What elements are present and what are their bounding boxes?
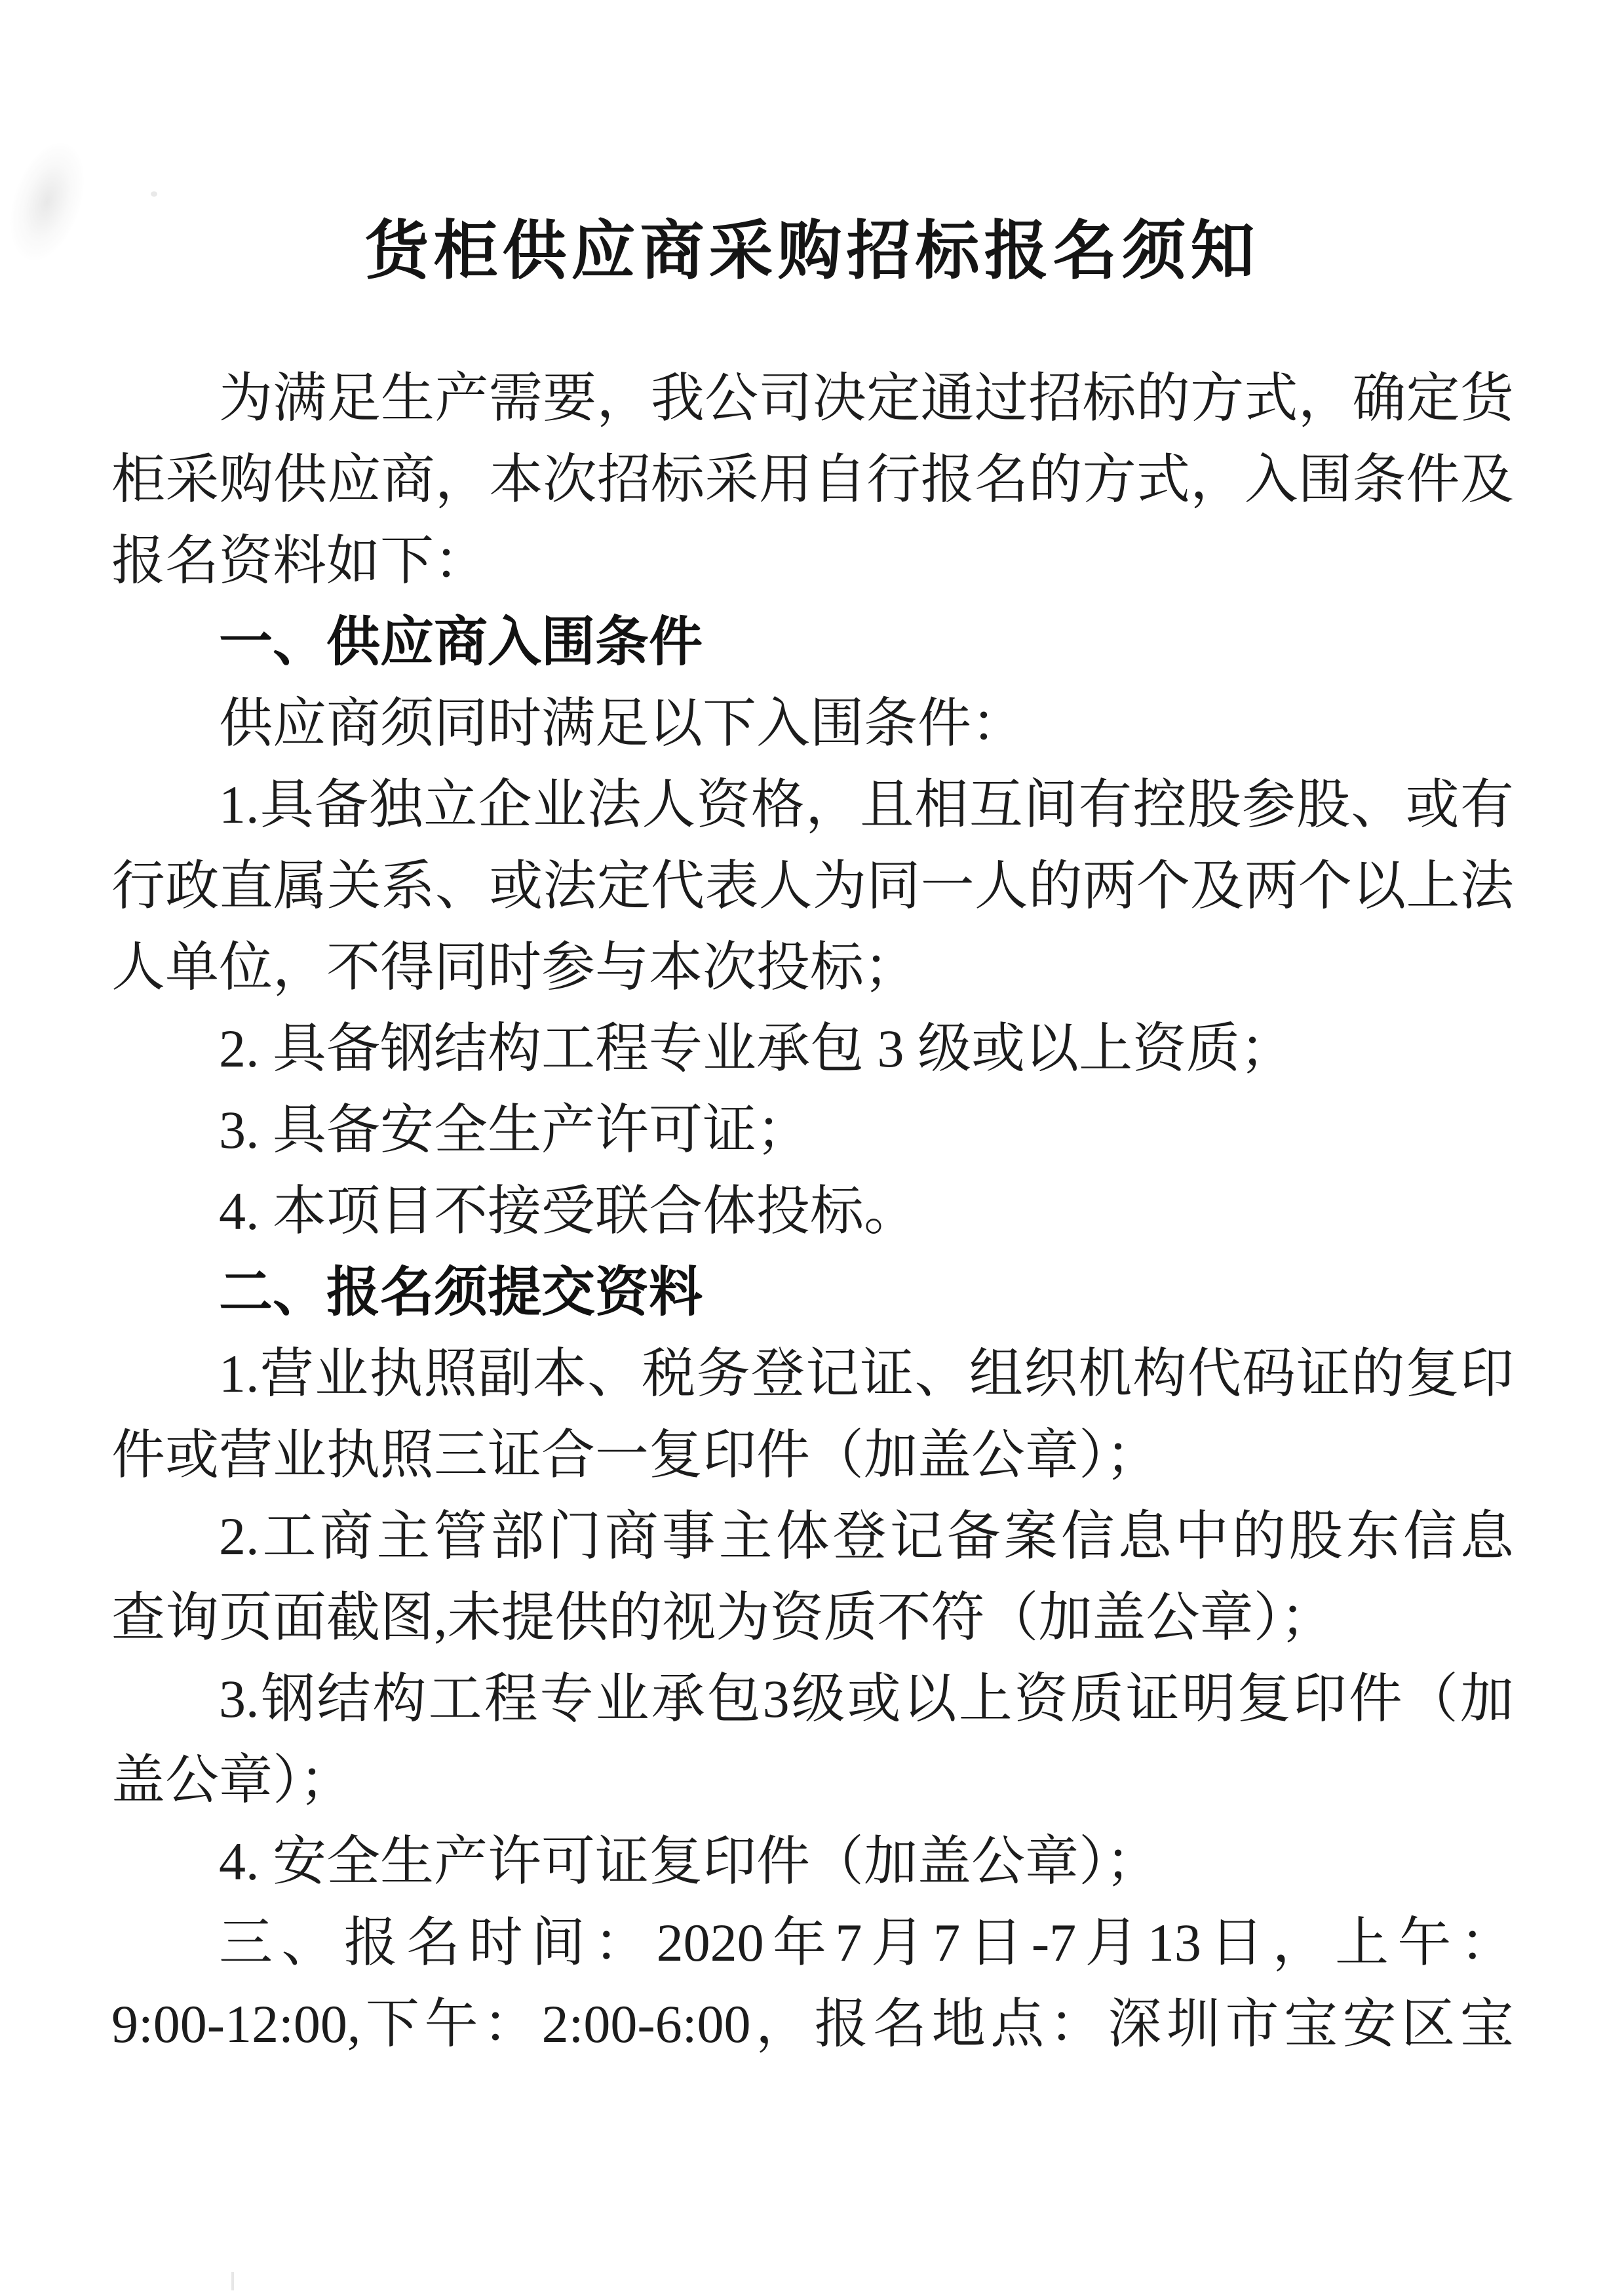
scan-speck-artifact xyxy=(151,191,157,197)
list-item-line: 件或营业执照三证合一复印件（加盖公章）； xyxy=(111,1425,1160,1485)
list-item-line: 1. 具 备 独 立 企 业 法 人 资 格 ， 且 相 互 间 有 控 股 参 股 、 或 有 xyxy=(219,775,1514,834)
list-item-line: 1. 营 业 执 照 副 本 、 税 务 登 记 证 、 组 织 机 构 代 码 证 的 复 印 xyxy=(219,1344,1514,1403)
paragraph-line: 9:00-12:00, 下 午 ： 2:00-6:00 ， 报 名 地 点 ： 深 圳 市 宝 安 区 宝 xyxy=(111,1994,1514,2054)
paragraph-line: 柜 采 购 供 应 商 ， 本 次 招 标 采 用 自 行 报 名 的 方 式 ， 入 围 条 件 及 xyxy=(111,450,1514,509)
list-item-line: 查询页面截图,未提供的视为资质不符（加盖公章）； xyxy=(111,1588,1334,1647)
list-item-line: 2. 工 商 主 管 部 门 商 事 主 体 登 记 备 案 信 息 中 的 股 东 信 息 xyxy=(219,1506,1514,1566)
list-item-line: 盖公章）； xyxy=(111,1750,354,1810)
list-item-line: 2. 具备钢结构工程专业承包 3 级或以上资质； xyxy=(219,1019,1294,1078)
document-title: 货柜供应商采购招标报名须知 xyxy=(364,216,1260,287)
section-heading-3-line: 三 、 报 名 时 间 ： 2020 年 7 月 7 日 -7 月 13 日 ， 上 午 ： xyxy=(219,1913,1514,1972)
scan-tick-artifact xyxy=(231,2272,234,2290)
document-body xyxy=(111,358,1514,2065)
list-item-line: 4. 安全生产许可证复印件（加盖公章）； xyxy=(219,1832,1160,1891)
paragraph-line: 供应商须同时满足以下入围条件： xyxy=(219,694,1026,753)
section-heading-2: 二、报名须提交资料 xyxy=(219,1263,703,1322)
list-item-line: 3. 具备安全生产许可证； xyxy=(219,1100,811,1160)
section-heading-1: 一、供应商入围条件 xyxy=(219,612,703,672)
list-item-line: 行 政 直 属 关 系 、 或 法 定 代 表 人 为 同 一 人 的 两 个 及 两 个 以 上 法 xyxy=(111,856,1514,916)
list-item-line: 3. 钢 结 构 工 程 专 业 承 包 3 级 或 以 上 资 质 证 明 复 印 件 （ 加 xyxy=(219,1669,1514,1729)
list-item-line: 人单位，不得同时参与本次投标； xyxy=(111,937,918,997)
paragraph-line: 报名资料如下： xyxy=(111,531,488,591)
list-item-line: 4. 本项目不接受联合体投标。 xyxy=(219,1181,918,1241)
paragraph-line: 为 满 足 生 产 需 要 ， 我 公 司 决 定 通 过 招 标 的 方 式 ， 确 定 货 xyxy=(219,368,1514,428)
